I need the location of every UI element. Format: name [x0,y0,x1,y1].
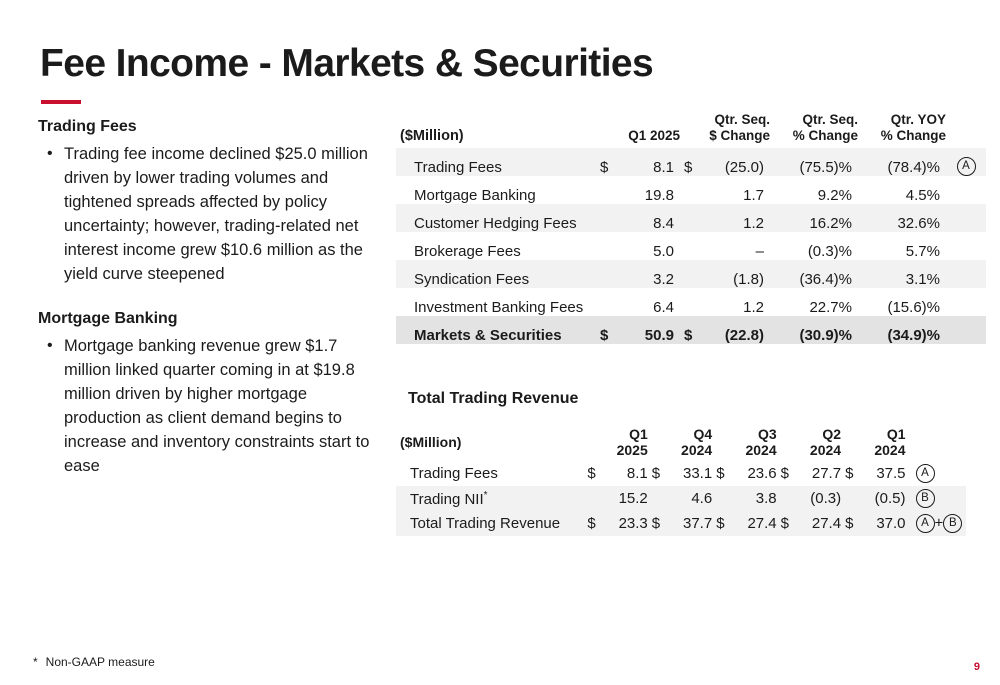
row-currency-change [680,204,702,232]
row-value-seq-pct: 9.2% [817,187,852,204]
row-value-dollar-change: (1.8) [702,260,770,288]
column-header-units: ($Million) [400,434,462,450]
total-value-q3-2024: 27.4 [732,511,780,536]
total-currency-5: $ [845,511,861,536]
badge-a: A [957,157,976,176]
row-value-dollar-change: (25.0) [702,148,770,176]
row-label: Customer Hedging Fees [396,204,596,232]
row-badge-cell [946,176,986,204]
row-badge-cell [910,486,966,511]
row-currency-q1 [596,288,618,316]
row-label: Trading Fees [410,465,498,482]
row-value-q1: 5.0 [653,243,674,260]
row-value-yoy-pct: (15.6)% [887,299,940,316]
bullet-list-trading-fees [38,142,378,286]
badge-b: B [916,489,935,508]
row-currency-q1 [596,260,618,288]
row-value-q4-2024: 33.1 [683,465,713,482]
total-value-seq-pct: (30.9)% [770,316,858,344]
row-label: Mortgage Banking [414,187,536,204]
column-header-qtr-seq-pct-line1: Qtr. Seq. [802,112,858,127]
row-value-dollar-change: – [755,243,764,260]
total-trading-revenue-table [396,426,966,536]
row-value-yoy-pct: (78.4)% [858,148,946,176]
column-header-q1-2025: Q1 2025 [616,426,648,458]
total-value-q1-2024: 37.0 [861,511,909,536]
total-badge-cell [946,316,986,344]
row-value-seq-pct: (0.3)% [807,243,852,260]
section-heading-trading-fees: Trading Fees [38,118,137,135]
section-heading-total-trading-revenue: Total Trading Revenue [408,390,579,407]
total-value-q2-2024: 27.4 [797,511,845,536]
bullet-list-mortgage-banking [38,334,378,478]
row-value-dollar-change: 1.2 [702,204,770,232]
row-currency-q1 [596,204,618,232]
footnote [33,655,155,669]
row-label: Investment Banking Fees [414,299,584,316]
total-currency-1: $ [587,511,603,536]
column-header-qtr-seq-dollar-line2: $ Change [709,128,770,143]
row-value-q1: 19.8 [644,187,674,204]
row-label: Trading Fees [396,148,596,176]
row-currency-1: $ [587,465,596,482]
table-row [396,204,986,232]
row-currency-change [680,176,702,204]
row-currency-change [680,232,702,260]
table-total-row [396,511,966,536]
column-header-spacer-4 [781,426,797,461]
row-badge-cell [946,232,986,260]
table-header-row [396,112,986,148]
row-value-q2-2024: (0.3) [797,486,845,511]
total-value-q1-2025: 23.3 [603,511,651,536]
column-header-qtr-seq-pct [770,112,858,148]
table-total-row [396,316,986,344]
row-value-yoy-pct: 32.6% [858,204,946,232]
column-header-q1-2024: Q1 2024 [874,426,906,458]
row-currency-q1 [596,176,618,204]
list-item [38,142,378,286]
column-header-q2-2024: Q2 2024 [809,426,842,458]
row-value-q2-2024: 27.7 [811,465,842,482]
row-currency-3: $ [716,465,725,482]
badge-plus-sign: + [934,514,944,532]
markets-securities-table [396,112,986,344]
table-row [396,232,986,260]
table-row [396,260,986,288]
bullet-text: Mortgage banking revenue grew $1.7 million linked quarter coming in at $19.8 million driven by higher mortgage production as client demand begins to increase and inventory constraints start to ease [64,337,370,475]
column-header-spacer-currency-2 [680,112,702,148]
column-header-spacer-1 [587,426,603,461]
total-label: Markets & Securities [396,316,596,344]
row-currency-3 [716,486,732,511]
row-value-yoy-pct: 4.5% [905,187,940,204]
column-header-q3-2024: Q3 2024 [745,426,777,458]
footnote-marker: * [483,489,488,501]
row-value-dollar-change: 1.7 [743,187,764,204]
row-value-q1: 8.1 [618,148,680,176]
row-currency-change [680,260,702,288]
total-value-yoy-pct: (34.9)% [858,316,946,344]
footnote-text: Non-GAAP measure [45,655,155,669]
table-row [396,288,986,316]
left-content-column [38,118,378,498]
total-currency-3: $ [716,511,732,536]
row-value-q3-2024: 3.8 [732,486,780,511]
row-badge-cell [946,260,986,288]
list-item [38,334,378,478]
table-header-row [396,426,966,461]
row-currency-4: $ [780,465,789,482]
page-number: 9 [973,661,980,673]
column-header-qtr-yoy-pct [858,112,946,148]
row-currency-5: $ [845,465,854,482]
row-currency-2 [652,486,668,511]
bullet-text: Trading fee income declined $25.0 million driven by lower trading volumes and tightened spreads affected by policy uncertainty; however, trading-related net interest income grew $10.6 million as the yield curve steepened [64,145,368,283]
total-value-dollar-change: (22.8) [702,316,770,344]
row-value-q1: 6.4 [653,299,674,316]
total-badge-cell [910,511,966,536]
column-header-q1-2025: Q1 2025 [628,128,680,143]
row-currency-5 [845,486,861,511]
row-value-q1-2025: 15.2 [603,486,651,511]
row-label-text: Trading NII [410,490,484,508]
row-label: Syndication Fees [396,260,596,288]
total-label: Total Trading Revenue [396,511,587,536]
bullet-dot-icon: • [47,145,53,162]
row-badge-cell [946,288,986,316]
title-accent-rule [41,100,81,104]
row-value-yoy-pct: 3.1% [858,260,946,288]
row-badge-cell [946,204,986,232]
row-value-dollar-change: 1.2 [743,299,764,316]
table-row [396,176,986,204]
row-currency-4 [781,486,797,511]
column-header-spacer-currency [596,112,618,148]
row-currency-change: $ [680,148,702,176]
total-currency-q1: $ [596,316,618,344]
total-currency-4: $ [781,511,797,536]
column-header-units: ($Million) [400,128,464,144]
column-header-badge [946,112,986,148]
column-header-spacer-3 [716,426,732,461]
column-header-badge [910,426,966,461]
row-value-q1-2024: (0.5) [861,486,909,511]
row-label [396,486,587,511]
row-value-seq-pct: 22.7% [809,299,852,316]
table-row [396,486,966,511]
column-header-qtr-yoy-pct-line2: % Change [880,128,946,143]
right-content-column [396,112,970,536]
total-currency-change: $ [680,316,702,344]
table-row [396,461,966,486]
column-header-qtr-seq-dollar-line1: Qtr. Seq. [714,112,770,127]
bullet-dot-icon: • [47,337,53,354]
column-header-qtr-yoy-pct-line1: Qtr. YOY [890,112,946,127]
badge-a: A [916,514,935,533]
footnote-marker-icon: * [33,655,38,669]
row-value-q1: 8.4 [618,204,680,232]
row-value-q1-2025: 8.1 [626,465,648,482]
row-currency-2: $ [651,465,661,482]
table-row [396,148,986,176]
row-currency-q1 [596,232,618,260]
column-header-qtr-seq-dollar [702,112,770,148]
row-value-yoy-pct: 5.7% [905,243,940,260]
row-value-q1: 3.2 [618,260,680,288]
row-value-seq-pct: 16.2% [770,204,858,232]
badge-b: B [943,514,962,533]
row-currency-q1: $ [596,148,618,176]
section-heading-mortgage-banking: Mortgage Banking [38,310,178,327]
row-label: Brokerage Fees [414,243,521,260]
column-header-spacer-2 [652,426,668,461]
column-header-spacer-5 [845,426,861,461]
page-title: Fee Income - Markets & Securities [40,42,654,85]
row-currency-change [680,288,702,316]
row-value-seq-pct: (36.4)% [770,260,858,288]
row-badge-cell [946,148,986,176]
row-value-q3-2024: 23.6 [747,465,777,482]
column-header-q4-2024: Q4 2024 [681,426,713,458]
row-badge-cell [910,461,966,486]
row-currency-1 [587,486,603,511]
row-value-seq-pct: (75.5)% [770,148,858,176]
row-value-q4-2024: 4.6 [668,486,716,511]
badge-a: A [916,464,935,483]
total-value-q4-2024: 37.7 [668,511,716,536]
total-value-q1: 50.9 [618,316,680,344]
row-value-q1-2024: 37.5 [876,465,906,482]
total-currency-2: $ [652,511,668,536]
column-header-qtr-seq-pct-line2: % Change [792,128,858,143]
